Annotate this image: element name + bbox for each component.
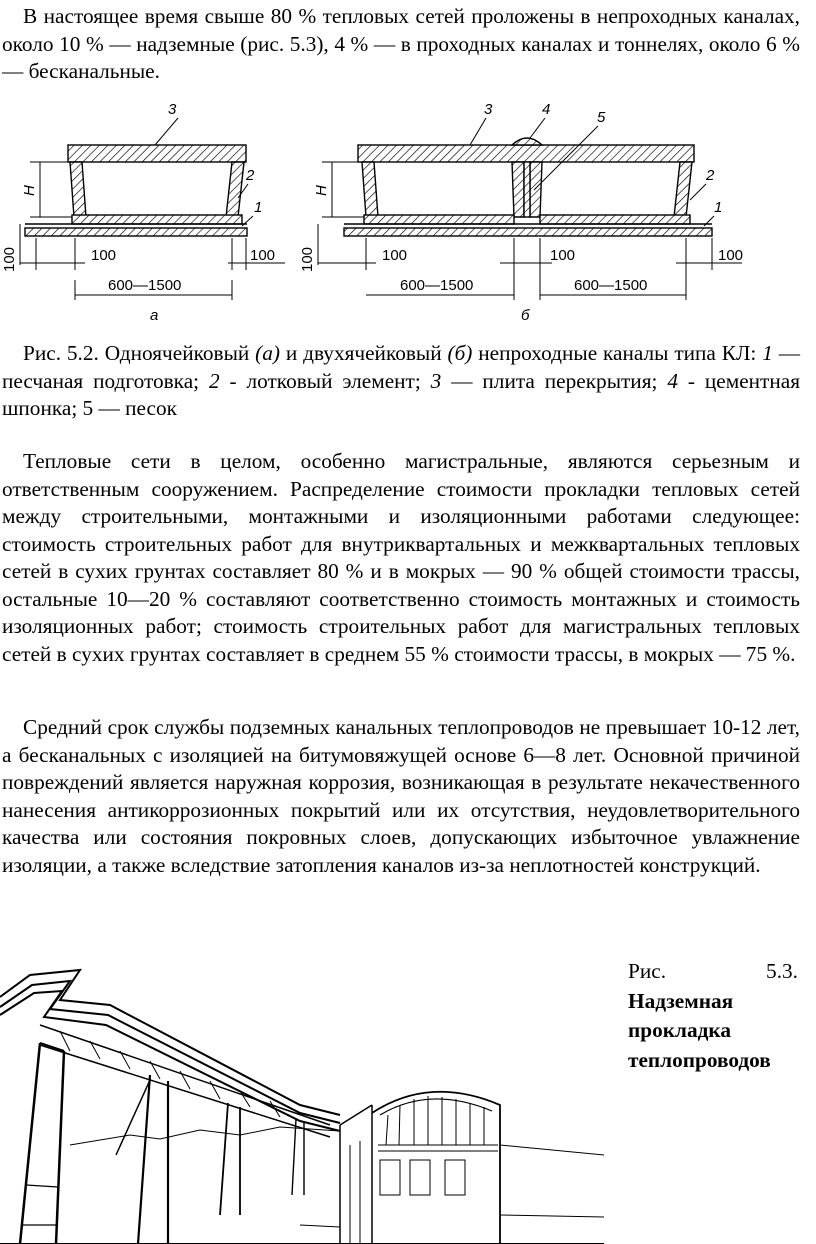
label-100-mid-b: 100 [550, 247, 576, 264]
caption-b: (б) [447, 341, 473, 365]
label-h-a: H [21, 185, 38, 196]
caption-num-3: 3 [430, 368, 442, 393]
label-3-b: 3 [484, 101, 493, 118]
caption-num-2: 2 [208, 368, 220, 393]
figure-5-2-caption [2, 340, 800, 423]
label-100-right-a: 100 [250, 247, 276, 264]
label-span-b-right: 600—1500 [574, 277, 648, 294]
service-life-paragraph: Средний срок службы подземных канальных теплопроводов не превышает 10-12 лет, а бесканальных с изоляцией на битумовяжущей основе 6—8 лет. Основной причиной повреждений является наружная коррозия, возникающая в результате некачественного нанесения антикоррозионных покрытий или их отсутствия, неудовлетворительного качества или состояния покровных слоев, допускающих избыточное увлажнение изоляции, а также вследствие затопления каналов из-за неплотностей конструкций. [2, 715, 800, 877]
label-2-b: 2 [706, 167, 715, 184]
caption-item-3: — плита перекрытия; [441, 368, 668, 393]
caption-number: 5.3. [766, 959, 798, 983]
caption-item-2: - лотковый элемент; [219, 368, 431, 393]
caption-title: Надземная прокладка теплопроводов [628, 988, 771, 1072]
caption-text: непроходные каналы типа КЛ: [472, 341, 763, 365]
channel-drawing-a [20, 118, 285, 300]
caption-prefix: Рис. 5.2. Одноячейковый [23, 341, 256, 365]
channel-drawing-b [318, 118, 742, 300]
label-a: а [150, 307, 159, 324]
label-span-a: 600—1500 [108, 277, 182, 294]
label-1-b: 1 [714, 199, 723, 216]
intro-paragraph: В настоящее время свыше 80 % тепловых сетей проложены в непроходных каналах, около 10 % — надземные (рис. 5.3), 4 % — в проходных каналах и тоннелях, около 6 % — бесканальные. [2, 4, 800, 83]
label-b: б [521, 307, 530, 324]
caption-label: Рис. [628, 959, 667, 983]
label-100-right-b: 100 [718, 247, 744, 264]
label-1-a: 1 [254, 199, 263, 216]
caption-a: (а) [255, 341, 281, 365]
label-span-b-left: 600—1500 [400, 277, 474, 294]
label-h-b: H [313, 185, 330, 196]
label-100-vert-b: 100 [299, 246, 316, 272]
label-5-b: 5 [597, 109, 606, 126]
caption-item-4: - цементная шпонка; 5 — песок [2, 368, 800, 420]
cost-paragraph: Тепловые сети в целом, особенно магистральные, являются серьезным и ответственным сооружением. Распределение стоимости прокладки тепловых сетей между строительными, монтажными и изоляционными работами следующее: стоимость строительных работ для внутриквартальных и межквартальных тепловых сетей в сухих грунтах составляет 80 % и в мокрых — 90 % общей стоимости трассы, остальные 10—20 % составляют соответственно стоимость монтажных и стоимость изоляционных работ; стоимость строительных работ для магистральных тепловых сетей в сухих грунтах составляет в среднем 55 % стоимости трассы, в мокрых — 75 %. [2, 449, 800, 666]
label-100-vert-a: 100 [1, 246, 18, 272]
label-2-a: 2 [246, 167, 255, 184]
caption-header [628, 957, 798, 987]
label-100-left-a: 100 [91, 247, 117, 264]
label-4-b: 4 [542, 101, 551, 118]
caption-mid: и двухячейковый [280, 341, 448, 365]
label-100-left-b: 100 [382, 247, 408, 264]
figure-5-3-overground-pipeline-illustration [0, 955, 604, 1244]
figure-5-3-caption [628, 957, 798, 1075]
figure-5-2-channel-drawing [0, 100, 816, 325]
caption-num-4: 4 [667, 368, 678, 393]
caption-item-1: — песчаная подготовка; [2, 341, 801, 393]
label-3-a: 3 [168, 101, 177, 118]
caption-num-1: 1 [762, 341, 773, 365]
